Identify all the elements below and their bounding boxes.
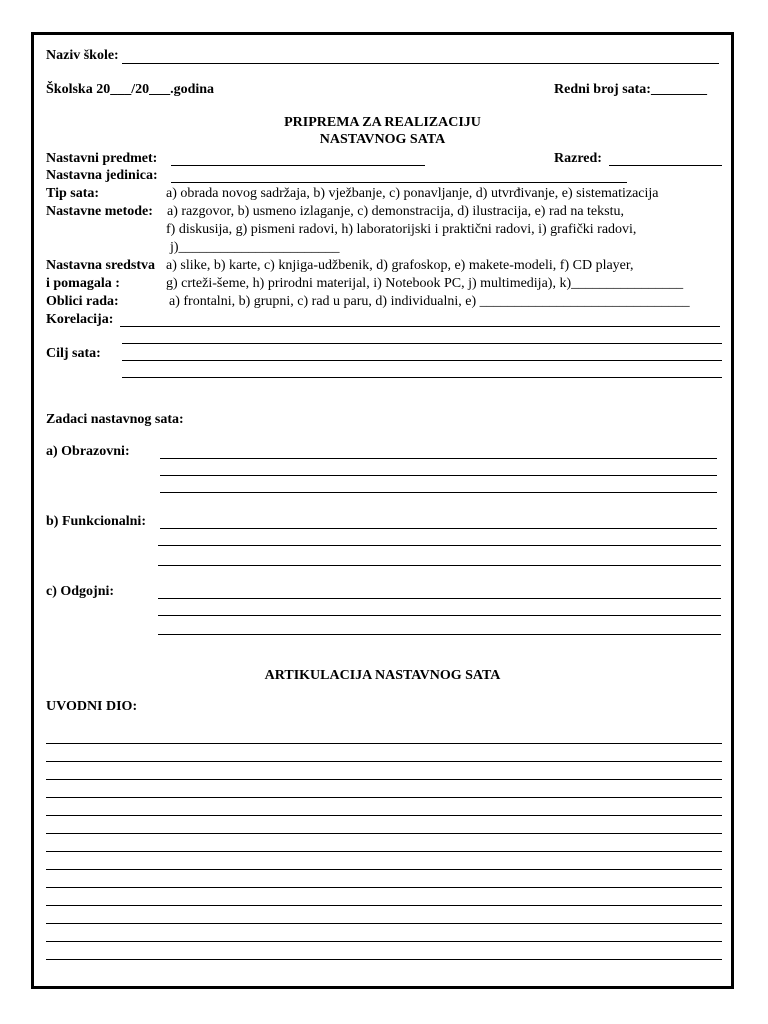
intro-line-4[interactable] bbox=[46, 797, 722, 798]
goal-line-1[interactable] bbox=[122, 360, 722, 361]
lesson-type-label: Tip sata: bbox=[46, 186, 100, 201]
educational-line-1[interactable] bbox=[160, 458, 717, 459]
intro-line-3[interactable] bbox=[46, 779, 722, 780]
correlation-label: Korelacija: bbox=[46, 312, 114, 327]
intro-section-label: UVODNI DIO: bbox=[46, 699, 138, 714]
functional-line-2[interactable] bbox=[158, 545, 721, 546]
educational-label: a) Obrazovni: bbox=[46, 444, 130, 459]
articulation-heading: ARTIKULACIJA NASTAVNOG SATA bbox=[264, 668, 501, 683]
intro-line-9[interactable] bbox=[46, 887, 722, 888]
intro-line-6[interactable] bbox=[46, 833, 722, 834]
form-title-line1: PRIPREMA ZA REALIZACIJU bbox=[284, 115, 481, 130]
unit-line[interactable] bbox=[171, 182, 627, 183]
methods-options-line3: j)_______________________ bbox=[170, 240, 340, 255]
methods-options-line2: f) diskusija, g) pismeni radovi, h) laboratorijski i praktični radovi, i) grafički radovi, bbox=[166, 222, 637, 237]
work-forms-label: Oblici rada: bbox=[46, 294, 119, 309]
upbringing-line-3[interactable] bbox=[158, 634, 721, 635]
lesson-number-label: Redni broj sata:________ bbox=[554, 82, 707, 97]
subject-label: Nastavni predmet: bbox=[46, 151, 158, 166]
functional-label: b) Funkcionalni: bbox=[46, 514, 146, 529]
intro-line-5[interactable] bbox=[46, 815, 722, 816]
upbringing-line-1[interactable] bbox=[158, 598, 721, 599]
aids-options-line2: g) crteži-šeme, h) prirodni materijal, i) Notebook PC, j) multimedija), k)________________ bbox=[166, 276, 684, 291]
unit-label: Nastavna jedinica: bbox=[46, 168, 158, 183]
school-year-label: Školska 20___/20___.godina bbox=[46, 82, 215, 97]
methods-options-line1: a) razgovor, b) usmeno izlaganje, c) demonstracija, d) ilustracija, e) rad na tekstu, bbox=[167, 204, 624, 219]
form-title-line2: NASTAVNOG SATA bbox=[319, 132, 446, 147]
functional-line-1[interactable] bbox=[160, 528, 717, 529]
intro-line-10[interactable] bbox=[46, 905, 722, 906]
subject-line[interactable] bbox=[171, 165, 425, 166]
functional-line-3[interactable] bbox=[158, 565, 721, 566]
tasks-heading: Zadaci nastavnog sata: bbox=[46, 412, 184, 427]
intro-line-13[interactable] bbox=[46, 959, 722, 960]
educational-line-3[interactable] bbox=[160, 492, 717, 493]
goal-label: Cilj sata: bbox=[46, 346, 101, 361]
work-forms-options: a) frontalni, b) grupni, c) rad u paru, d) individualni, e) ______________________________ bbox=[169, 294, 690, 309]
intro-line-2[interactable] bbox=[46, 761, 722, 762]
goal-line-2[interactable] bbox=[122, 377, 722, 378]
intro-line-12[interactable] bbox=[46, 941, 722, 942]
aids-options-line1: a) slike, b) karte, c) knjiga-udžbenik, d) grafoskop, e) makete-modeli, f) CD player, bbox=[166, 258, 634, 273]
educational-line-2[interactable] bbox=[160, 475, 717, 476]
correlation-line-1[interactable] bbox=[120, 326, 720, 327]
intro-line-11[interactable] bbox=[46, 923, 722, 924]
lesson-type-options: a) obrada novog sadržaja, b) vježbanje, c) ponavljanje, d) utvrđivanje, e) sistematizacija bbox=[166, 186, 659, 201]
correlation-line-2[interactable] bbox=[122, 343, 722, 344]
school-name-label: Naziv škole: bbox=[46, 48, 119, 63]
grade-label: Razred: bbox=[554, 151, 602, 166]
methods-label: Nastavne metode: bbox=[46, 204, 153, 219]
intro-line-1[interactable] bbox=[46, 743, 722, 744]
upbringing-label: c) Odgojni: bbox=[46, 584, 115, 599]
intro-line-8[interactable] bbox=[46, 869, 722, 870]
intro-line-7[interactable] bbox=[46, 851, 722, 852]
grade-line[interactable] bbox=[609, 165, 722, 166]
school-name-line[interactable] bbox=[122, 63, 719, 64]
aids-label-line2: i pomagala : bbox=[46, 276, 120, 291]
aids-label-line1: Nastavna sredstva bbox=[46, 258, 156, 273]
upbringing-line-2[interactable] bbox=[158, 615, 721, 616]
